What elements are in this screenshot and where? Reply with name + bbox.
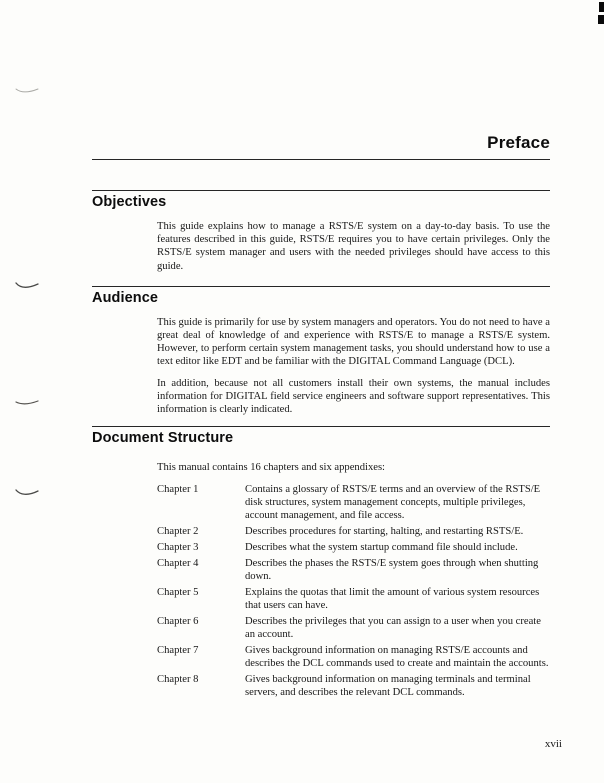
chapter-label: Chapter 6 bbox=[157, 616, 199, 628]
document-structure-intro: This manual contains 16 chapters and six appendixes: bbox=[157, 462, 386, 474]
chapter-description: Describes what the system startup command file should include. bbox=[245, 542, 518, 554]
section-heading-objectives: Objectives bbox=[92, 194, 167, 210]
chapter-list bbox=[157, 483, 550, 699]
chapter-row bbox=[157, 673, 550, 699]
chapter-description: Gives background information on managing RSTS/E accounts and describes the DCL commands used to create and maintain the accounts. bbox=[245, 645, 549, 670]
margin-fold-mark bbox=[14, 280, 40, 290]
chapter-label: Chapter 3 bbox=[157, 542, 199, 554]
section-objectives bbox=[92, 190, 550, 273]
margin-fold-mark bbox=[14, 397, 40, 407]
chapter-label: Chapter 1 bbox=[157, 484, 199, 496]
chapter-row bbox=[157, 483, 550, 522]
chapter-row bbox=[157, 586, 550, 612]
chapter-label: Chapter 7 bbox=[157, 645, 199, 657]
chapter-row bbox=[157, 644, 550, 670]
page-content bbox=[92, 0, 550, 702]
chapter-row bbox=[157, 525, 550, 538]
section-heading-audience: Audience bbox=[92, 289, 159, 306]
chapter-description: Describes the privileges that you can assign to a user when you create an account. bbox=[245, 616, 541, 641]
chapter-label: Chapter 2 bbox=[157, 526, 199, 538]
chapter-description: Explains the quotas that limit the amount of various system resources that users can have. bbox=[245, 587, 540, 612]
chapter-label: Chapter 5 bbox=[157, 587, 199, 599]
section-heading-document-structure: Document Structure bbox=[92, 430, 234, 447]
chapter-description: Describes the phases the RSTS/E system goes through when shutting down. bbox=[245, 558, 539, 583]
chapter-description: Describes procedures for starting, halting, and restarting RSTS/E. bbox=[245, 526, 524, 538]
title-rule bbox=[92, 159, 550, 160]
chapter-label: Chapter 4 bbox=[157, 558, 199, 570]
chapter-description: Contains a glossary of RSTS/E terms and an overview of the RSTS/E disk structures, system management concepts, multiple privileges, account management, and file access. bbox=[245, 484, 541, 522]
margin-fold-mark bbox=[14, 86, 40, 96]
section-rule bbox=[92, 426, 550, 427]
audience-paragraph-1: This guide is primarily for use by system managers and operators. You do not need to have a great deal of knowledge of and experience with RSTS/E to manage a RSTS/E system. However, to perform certain system management tasks, you should understand how to use a text editor like EDT and be familiar with the DIGITAL Command Language (DCL). bbox=[157, 316, 550, 368]
section-rule bbox=[92, 286, 550, 287]
chapter-description: Gives background information on managing terminals and terminal servers, and describes the relevant DCL commands. bbox=[245, 674, 531, 699]
chapter-row bbox=[157, 541, 550, 554]
objectives-paragraph: This guide explains how to manage a RSTS/E system on a day-to-day basis. To use the features described in this guide, RSTS/E requires you to have certain privileges. Only the RSTS/E system manager and users with the needed privileges should have access to this guide. bbox=[157, 221, 550, 272]
section-rule bbox=[92, 190, 550, 191]
page-title: Preface bbox=[487, 133, 550, 152]
audience-paragraph-2: In addition, because not all customers install their own systems, the manual includes information for DIGITAL field service engineers and software support representatives. This information is clearly indicated. bbox=[157, 377, 550, 416]
chapter-label: Chapter 8 bbox=[157, 674, 199, 686]
page-number: xvii bbox=[544, 738, 562, 750]
chapter-row bbox=[157, 557, 550, 583]
margin-fold-mark bbox=[14, 487, 40, 497]
scan-edge-mark bbox=[598, 15, 604, 24]
section-document-structure bbox=[92, 426, 550, 699]
section-audience bbox=[92, 286, 550, 416]
chapter-row bbox=[157, 615, 550, 641]
scan-edge-mark bbox=[599, 2, 604, 12]
